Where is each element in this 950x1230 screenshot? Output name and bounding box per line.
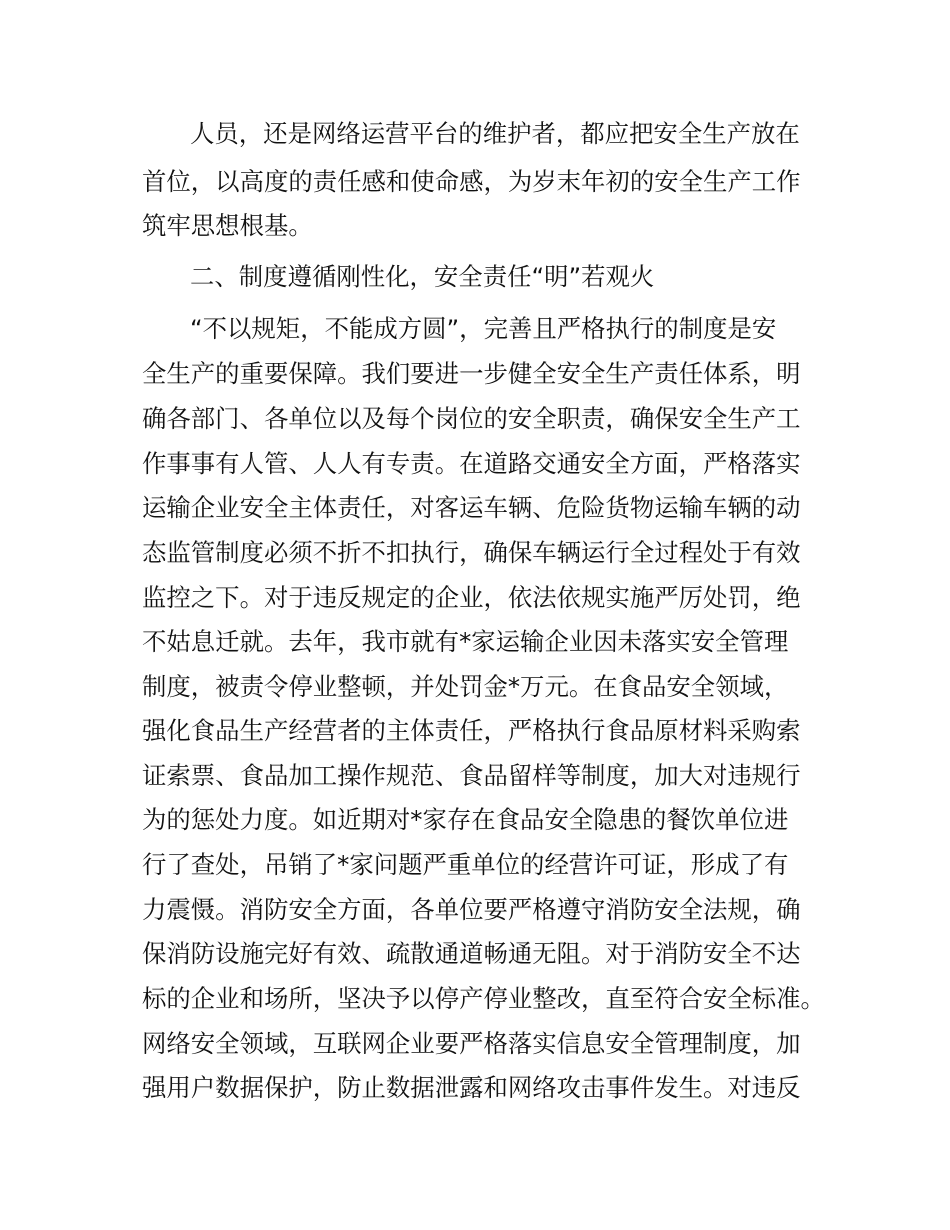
paragraph-line: 全生产的重要保障。我们要进一步健全安全生产责任体系，明 — [142, 359, 801, 388]
paragraph-line: 强用户数据保护，防止数据泄露和网络攻击事件发生。对违反 — [142, 1073, 801, 1102]
paragraph-line: 监控之下。对于违反规定的企业，依法依规实施严厉处罚，绝 — [142, 583, 801, 612]
paragraph-line: “不以规矩，不能成方圆”，完善且严格执行的制度是安 — [190, 314, 777, 343]
paragraph-line: 强化食品生产经营者的主体责任，严格执行食品原材料采购索 — [142, 716, 801, 745]
paragraph-line: 网络安全领域，互联网企业要严格落实信息安全管理制度，加 — [142, 1029, 801, 1058]
paragraph-line: 运输企业安全主体责任，对客运车辆、危险货物运输车辆的动 — [142, 493, 801, 522]
paragraph-line: 力震慑。消防安全方面，各单位要严格遵守消防安全法规，确 — [142, 895, 801, 924]
section-heading: 二、制度遵循刚性化，安全责任“明”若观火 — [190, 262, 655, 291]
paragraph-line: 首位，以高度的责任感和使命感，为岁末年初的安全生产工作 — [142, 167, 801, 196]
paragraph-line: 筑牢思想根基。 — [142, 211, 313, 240]
paragraph-line: 制度，被责令停业整顿，并处罚金*万元。在食品安全领域， — [142, 672, 789, 701]
paragraph-line: 为的惩处力度。如近期对*家存在食品安全隐患的餐饮单位进 — [142, 805, 789, 834]
paragraph-line: 人员，还是网络运营平台的维护者，都应把安全生产放在 — [190, 119, 800, 148]
paragraph-line: 态监管制度必须不折不扣执行，确保车辆运行全过程处于有效 — [142, 538, 801, 567]
paragraph-line: 不姑息迁就。去年，我市就有*家运输企业因未落实安全管理 — [142, 627, 789, 656]
paragraph-line: 行了查处，吊销了*家问题严重单位的经营许可证，形成了有 — [142, 850, 789, 879]
paragraph-line: 作事事有人管、人人有专责。在道路交通安全方面，严格落实 — [142, 449, 801, 478]
paragraph-line: 标的企业和场所，坚决予以停产停业整改，直至符合安全标准。 — [142, 984, 825, 1013]
paragraph-line: 确各部门、各单位以及每个岗位的安全职责，确保安全生产工 — [142, 404, 801, 433]
paragraph-line: 证索票、食品加工操作规范、食品留样等制度，加大对违规行 — [142, 761, 801, 790]
paragraph-line: 保消防设施完好有效、疏散通道畅通无阻。对于消防安全不达 — [142, 939, 801, 968]
